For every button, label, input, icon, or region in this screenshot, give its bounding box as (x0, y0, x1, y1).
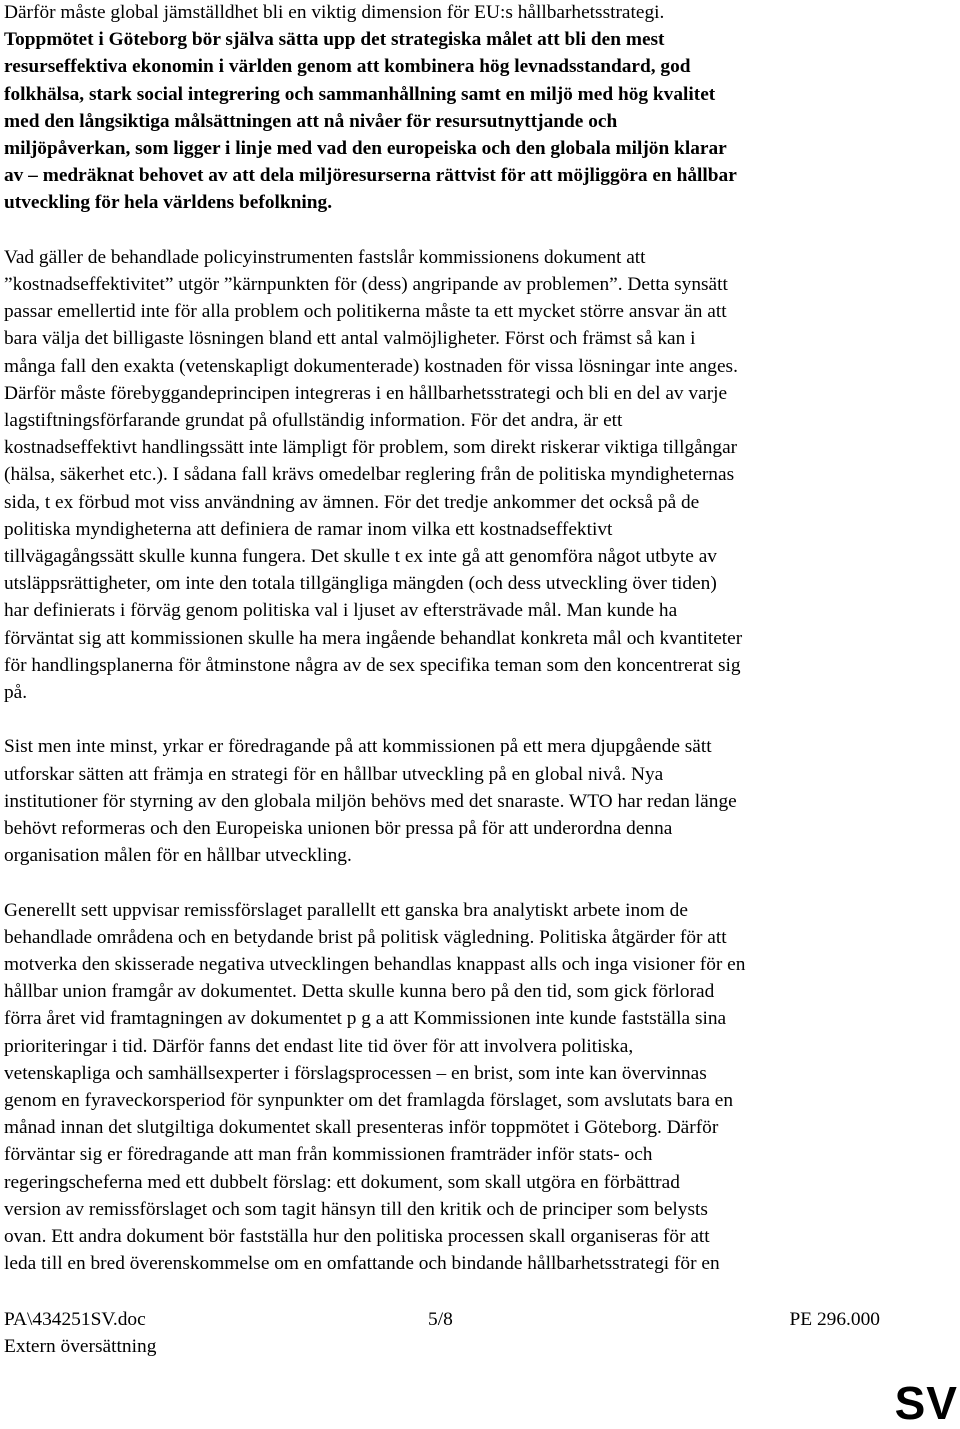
text-line: version av remissförslaget och som tagit hänsyn till den kritik och de principer som belysts (4, 1198, 708, 1220)
text-line: Därför måste global jämställdhet bli en viktig dimension för EU:s hållbarhetsstrategi. (4, 2, 665, 23)
text-line: regeringscheferna med ett dubbelt förslag: ett dokument, som skall utgöra en förbättrad (4, 1171, 680, 1193)
text-line: folkhälsa, stark social integrering och sammanhållning samt en miljö med hög kvalitet (4, 83, 716, 105)
text-line: institutioner för styrning av den globala miljön behövs med det snaraste. WTO har redan länge (4, 790, 737, 812)
text-line: miljöpåverkan, som ligger i linje med vad den europeiska och den globala miljön klarar (4, 138, 727, 160)
text-line: utsläppsrättigheter, om inte den totala tillgängliga mängden (och dess utveckling över tiden) (4, 573, 717, 595)
text-line: förra året vid framtagningen av dokumentet p g a att Kommissionen inte kunde fastställa sina (4, 1008, 727, 1030)
pe-number: PE 296.000 (789, 1309, 880, 1330)
page-footer (4, 1306, 884, 1360)
text-line: Vad gäller de behandlade policyinstrumenten fastslår kommissionens dokument att (4, 246, 646, 268)
text-line: behandlade områdena och en betydande brist på politisk vägledning. Politiska åtgärder för att (4, 926, 727, 948)
text-line: Generellt sett uppvisar remissförslaget parallellt ett ganska bra analytiskt arbete inom de (4, 899, 688, 921)
text-line: leda till en bred överenskommelse om en omfattande och bindande hållbarhetsstrategi för en (4, 1253, 720, 1275)
text-line: lagstiftningsförfarande grundat på ofullständig information. För det andra, är ett (4, 410, 623, 432)
text-line: vetenskapliga och samhällsexperter i förslagsprocessen – en brist, som inte kan övervinnas (4, 1062, 707, 1084)
text-line: många fall den exakta (vetenskapligt dokumenterade) kostnaden för vissa lösningar inte anges. (4, 355, 738, 377)
text-line: (hälsa, säkerhet etc.). I sådana fall krävs omedelbar reglering från de politiska myndigheternas (4, 464, 735, 486)
text-line: organisation målen för en hållbar utveckling. (4, 845, 352, 867)
text-line: utveckling för hela världens befolkning. (4, 192, 333, 214)
paragraph (4, 733, 894, 869)
document-body (4, 0, 894, 1305)
page-number: 5/8 (428, 1309, 453, 1330)
text-line: Sist men inte minst, yrkar er föredragande på att kommissionen på ett mera djupgående sätt (4, 736, 712, 758)
paragraph (4, 0, 894, 217)
text-line: motverka den skisserade negativa utvecklingen behandlas knappast alls och inga visioner för en (4, 954, 746, 976)
text-line: för handlingsplanerna för åtminstone några av de sex specifika teman som den koncentrerat sig (4, 654, 741, 676)
text-line: passar emellertid inte för alla problem och politikerna måste ta ett mycket större ansvar än att (4, 301, 727, 323)
text-line: sida, t ex förbud mot viss användning av ämnen. För det tredje ankommer det också på de (4, 491, 700, 513)
text-line: har definierats i förväg genom politiska val i ljuset av eftersträvade mål. Man kunde ha (4, 600, 678, 622)
text-line: månad innan det slutgiltiga dokumentet skall presenteras inför toppmötet i Göteborg. Därför (4, 1117, 719, 1139)
text-line: på. (4, 682, 28, 704)
text-line: tillvägagångssätt skulle kunna fungera. Det skulle t ex inte gå att genomföra något utbyte av (4, 546, 717, 568)
text-line: förväntar sig er föredragande att man från kommissionen framträder inför stats- och (4, 1144, 653, 1166)
text-line: bara välja det billigaste lösningen bland ett antal valmöjligheter. Först och främst så kan i (4, 328, 696, 350)
text-line: Därför måste förebyggandeprincipen integreras i en hållbarhetsstrategi och bli en del av varje (4, 382, 728, 404)
text-line: utforskar sätten att främja en strategi för en hållbar utveckling på en global nivå. Nya (4, 763, 664, 785)
text-line: med den långsiktiga målsättningen att nå nivåer för resursutnyttjande och (4, 110, 618, 132)
paragraph (4, 244, 894, 706)
text-line: hållbar union framgår av dokumentet. Detta skulle kunna bero på den tid, som gick förlorad (4, 981, 715, 1003)
paragraph (4, 897, 894, 1278)
text-line: resurseffektiva ekonomin i världen genom att kombinera hög levnadsstandard, god (4, 56, 691, 78)
text-line: ”kostnadseffektivitet” utgör ”kärnpunkten för (dess) angripande av problemen”. Detta synsätt (4, 274, 728, 296)
text-line: Toppmötet i Göteborg bör själva sätta upp det strategiska målet att bli den mest (4, 29, 665, 51)
text-line: av – medräknat behovet av att dela miljöresurserna rättvist för att möjliggöra en hållbar (4, 165, 737, 187)
footer-row-2 (4, 1333, 884, 1360)
text-line: kostnadseffektivt handlingssätt inte lämpligt för problem, som direkt riskerar viktiga tillgångar (4, 437, 738, 459)
text-line: ovan. Ett andra dokument bör fastställa hur den politiska processen skall organiseras för att (4, 1226, 710, 1248)
footer-row (4, 1306, 884, 1333)
text-line: genom en fyraveckorsperiod för synpunkter om det framlagda förslaget, som avslutats bara en (4, 1090, 734, 1112)
translation-note: Extern översättning (4, 1336, 157, 1357)
language-code: SV (894, 1377, 958, 1429)
text-line: behövt reformeras och den Europeiska unionen bör pressa på för att underordna denna (4, 818, 673, 840)
text-line: prioriteringar i tid. Därför fanns det endast lite tid över för att involvera politiska, (4, 1035, 634, 1057)
text-line: förväntat sig att kommissionen skulle ha mera ingående behandlat konkreta mål och kvantiteter (4, 627, 743, 649)
text-line: politiska myndigheterna att definiera de ramar inom vilka ett kostnadseffektivt (4, 518, 613, 540)
document-reference: PA\434251SV.doc (4, 1309, 146, 1330)
